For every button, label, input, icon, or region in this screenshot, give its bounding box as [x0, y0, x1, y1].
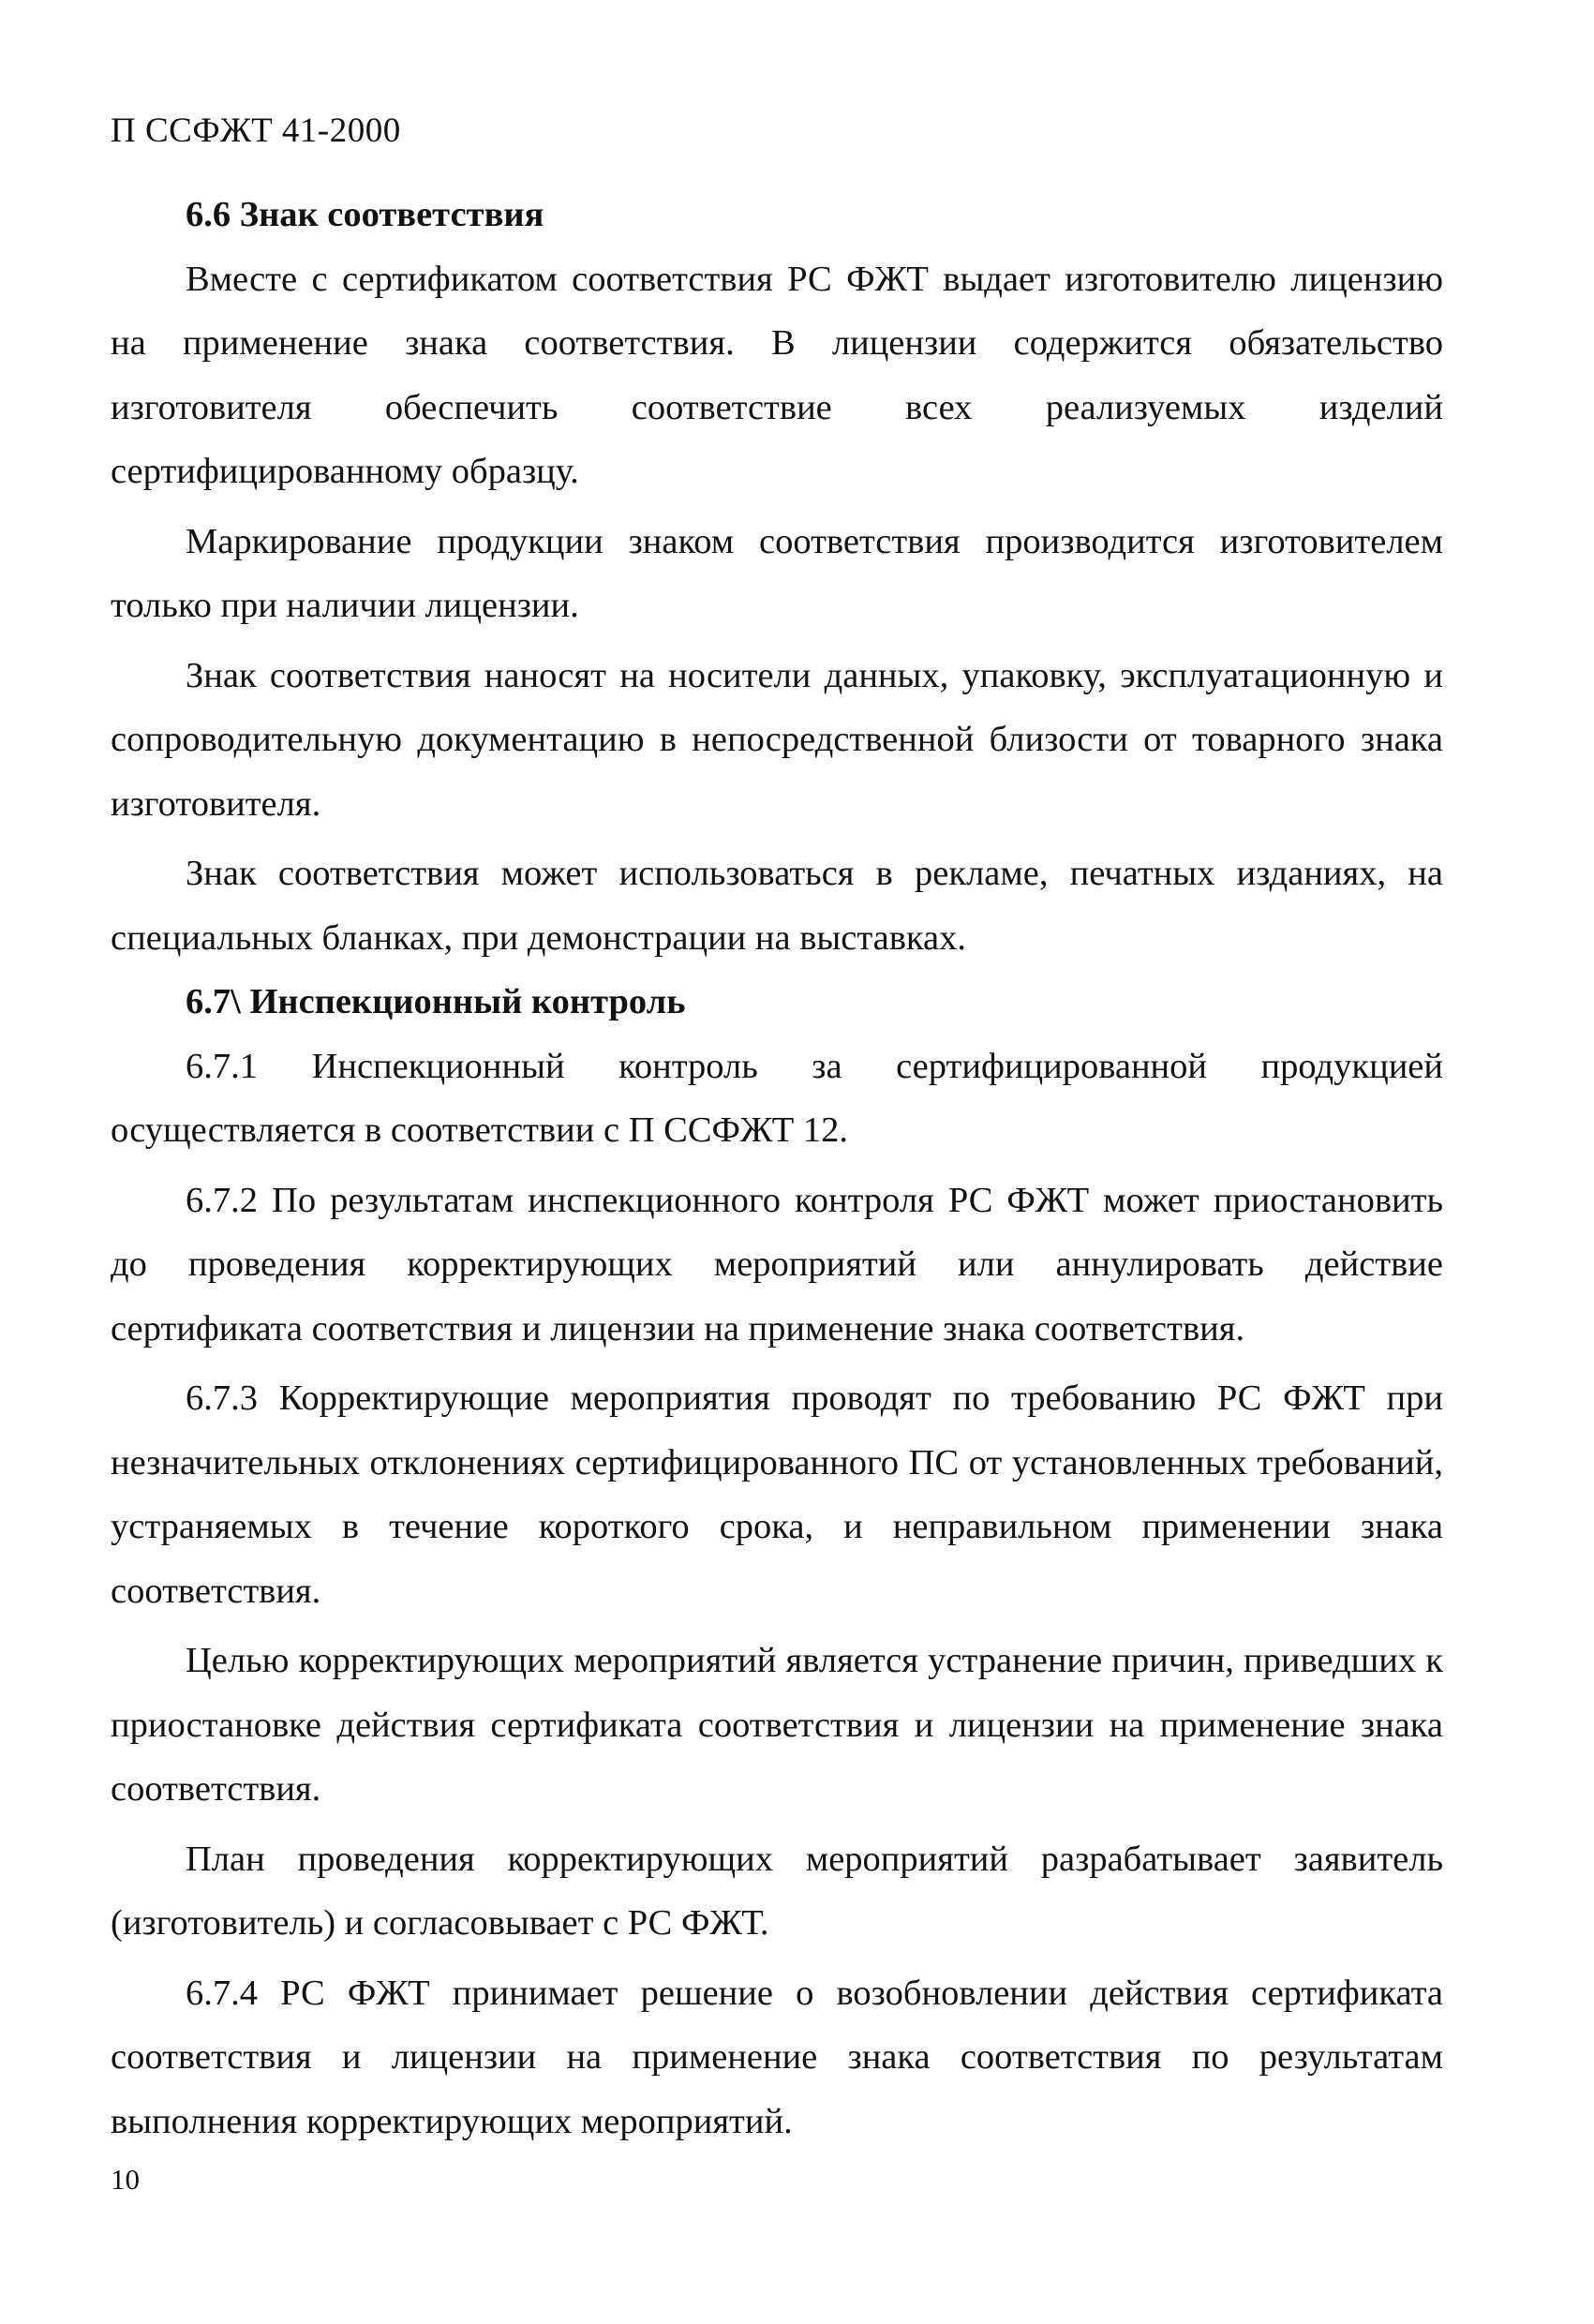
paragraph-6-7-4: 6.7.4 РС ФЖТ принимает решение о возобновлении действия сертификата соответствия и лицензии на применение знака соответствия по результатам выполнения корректирующих мероприятий. [111, 1973, 1443, 2141]
page-number: 10 [111, 2163, 140, 2196]
paragraph-6-6-4: Знак соответствия может использоваться в рекламе, печатных изданиях, на специальных бланках, при демонстрации на выставках. [111, 854, 1443, 958]
section-heading-6-7: 6.7\ Инспекционный контроль [186, 982, 686, 1021]
document-code: П ССФЖТ 41-2000 [111, 112, 401, 150]
document-body [111, 183, 1443, 2153]
paragraph-6-6-2: Маркирование продукции знаком соответствия производится изготовителем только при наличии лицензии. [111, 521, 1443, 625]
paragraph-6-7-3: 6.7.3 Корректирующие мероприятия проводят по требованию РС ФЖТ при незначительных отклонениях сертифицированного ПС от установленных требований, устраняемых в течение короткого срока, и неправильном применении знака соответствия. [111, 1378, 1443, 1611]
paragraph-6-6-3: Знак соответствия наносят на носители данных, упаковку, эксплуатационную и сопроводительную документацию в непосредственной близости от товарного знака изготовителя. [111, 655, 1443, 824]
paragraph-6-6-1: Вместе с сертификатом соответствия РС ФЖТ выдает изготовителю лицензию на применение знака соответствия. В лицензии содержится обязательство изготовителя обеспечить соответствие всех реализуемых изделий сертифицированному образцу. [111, 259, 1443, 491]
paragraph-6-7-2: 6.7.2 По результатам инспекционного контроля РС ФЖТ может приостановить до проведения корректирующих мероприятий или аннулировать действие сертификата соответствия и лицензии на применение знака соответствия. [111, 1180, 1443, 1348]
section-heading-6-6: 6.6 Знак соответствия [186, 195, 544, 234]
paragraph-6-7-1: 6.7.1 Инспекционный контроль за сертифицированной продукцией осуществляется в соответствии с П ССФЖТ 12. [111, 1046, 1443, 1150]
paragraph-6-7-3-plan: План проведения корректирующих мероприятий разрабатывает заявитель (изготовитель) и согласовывает с РС ФЖТ. [111, 1839, 1443, 1943]
paragraph-6-7-3-purpose: Целью корректирующих мероприятий является устранение причин, приведших к приостановке действия сертификата соответствия и лицензии на применение знака соответствия. [111, 1641, 1443, 1809]
